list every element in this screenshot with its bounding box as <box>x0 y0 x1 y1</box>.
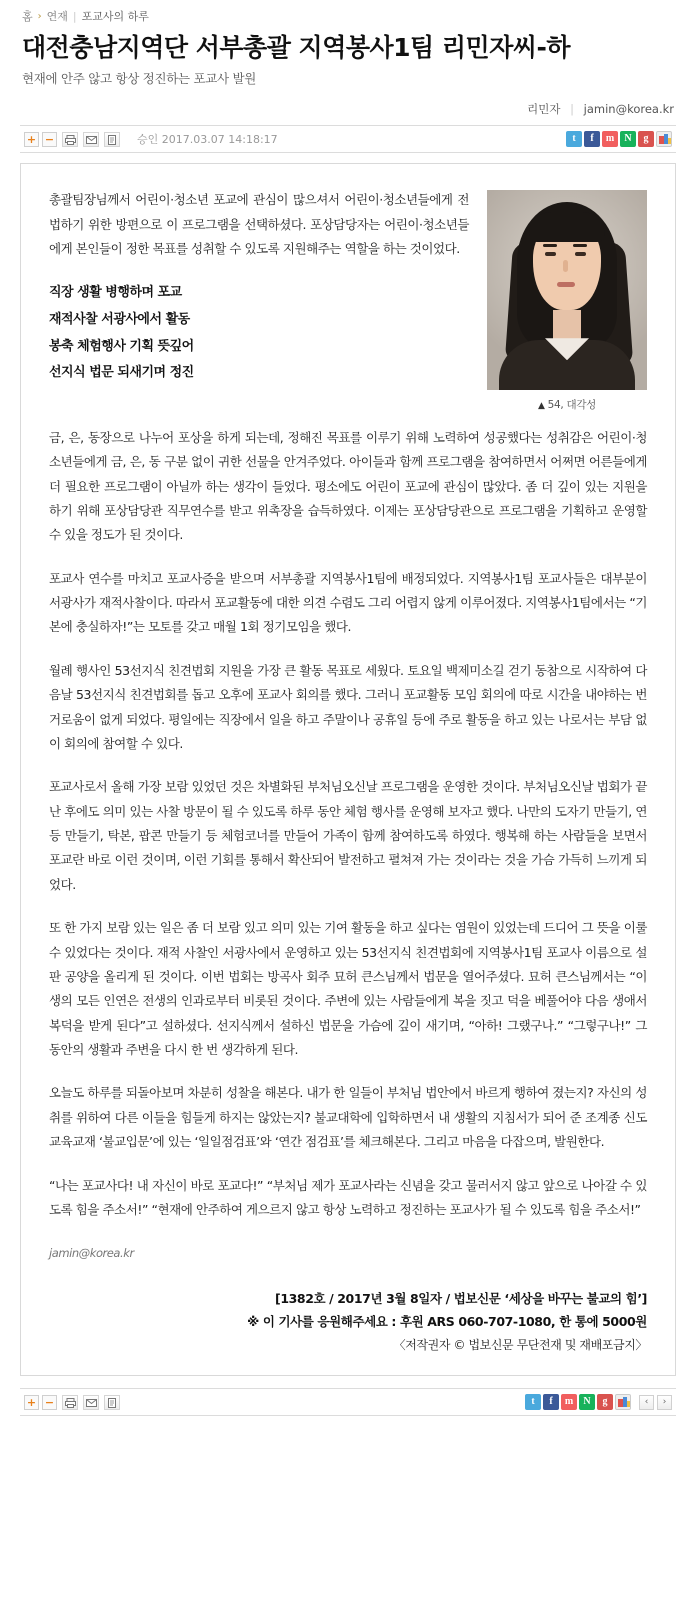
article-body <box>20 163 676 1376</box>
page-subtitle: 현재에 안주 않고 항상 정진하는 포교사 발원 <box>22 71 256 87</box>
pager <box>639 1395 672 1410</box>
approval-status <box>137 131 278 147</box>
share-google-icon[interactable]: g <box>597 1394 613 1410</box>
scrap-icon[interactable] <box>104 1395 120 1410</box>
article-email[interactable]: jamin@korea.kr <box>49 1246 134 1261</box>
byline-divider: | <box>570 102 574 117</box>
print-icon[interactable] <box>62 132 78 147</box>
paragraph: 총괄팀장님께서 어린이·청소년 포교에 관심이 많으셔서 어린이·청소년들에게 전법하기 위한 방편으로 이 프로그램을 선택하셨다. 포상담당자는 어린이·청소년들에게 본인들이 정한 목표를 성취할 수 있도록 지원해주는 역할을 하는 것이었다. <box>49 192 469 256</box>
article-toolbar-bottom <box>20 1388 676 1416</box>
share-twitter-icon[interactable]: t <box>525 1394 541 1410</box>
copyright-notice: 〈저작권자 © 법보신문 무단전재 및 재배포금지〉 <box>393 1338 647 1353</box>
photo-caption <box>487 395 647 416</box>
photo-caption-text: 54, 대각성 <box>547 399 597 412</box>
share-facebook-icon[interactable]: f <box>543 1394 559 1410</box>
font-decrease-button[interactable]: − <box>42 1395 57 1410</box>
chevron-right-icon: › <box>37 10 42 22</box>
font-increase-button[interactable]: + <box>24 1395 39 1410</box>
caption-marker-icon: ▲ <box>537 401 545 412</box>
share-naver-icon[interactable]: N <box>620 131 636 147</box>
share-twitter-icon[interactable]: t <box>566 131 582 147</box>
share-me2day-icon[interactable]: m <box>602 131 618 147</box>
breadcrumb-divider: | <box>72 9 77 23</box>
share-more-icon[interactable] <box>615 1394 631 1410</box>
share-facebook-icon[interactable]: f <box>584 131 600 147</box>
approval-label: 승인 <box>137 133 159 147</box>
share-more-icon[interactable] <box>656 131 672 147</box>
paragraph: 포교사 연수를 마치고 포교사증을 받으며 서부총괄 지역봉사1팀에 배정되었다. 지역봉사1팀 포교사들은 대부분이 서광사가 재적사찰이다. 따라서 포교활동에 대한 의견 수렴도 그리 어렵지 않게 이루어졌다. 지역봉사1팀에서는 “기본에 충실하자!”는 모토를 갖고 매월 1회 정기모임을 했다. <box>49 570 647 635</box>
prev-article-button[interactable]: ‹ <box>639 1395 654 1410</box>
paragraph: 포교사로서 올해 가장 보람 있었던 것은 차별화된 부처님오신날 프로그램을 운영한 것이다. 부처님오신날 법회가 끝난 후에도 의미 있는 사찰 방문이 될 수 있도록 하루 동안 체험 행사를 운영해 보자고 했다. 나만의 도자기 만들기, 연등 만들기, 탁본, 팝콘 만들기 등 체험코너를 만들어 가족이 함께 참여하도록 하였다. 행복해 하는 사람들을 보면서 포교란 바로 이런 것이며, 이런 기회를 통해서 확산되어 발전하고 펼쳐져 가는 것이라는 것을 가슴 가득히 느끼게 되었다. <box>49 779 647 892</box>
font-decrease-button[interactable]: − <box>42 132 57 147</box>
summary-point: 직장 생활 병행하며 포교 <box>49 285 182 301</box>
page-title: 대전충남지역단 서부총괄 지역봉사1팀 리민자씨-하 <box>22 33 571 62</box>
toolbar-left-group-bottom <box>24 1395 120 1410</box>
sns-share-group-bottom <box>525 1394 672 1410</box>
breadcrumb <box>0 0 696 28</box>
font-increase-button[interactable]: + <box>24 132 39 147</box>
summary-point: 선지식 법문 되새기며 정진 <box>49 365 194 381</box>
paragraph: 또 한 가지 보람 있는 일은 좀 더 보람 있고 의미 있는 기여 활동을 하고 싶다는 염원이 있었는데 드디어 그 뜻을 이룰 수 있었다는 것이다. 재적 사찰인 서광사에서 운영하고 있는 53선지식 친견법회에 지역봉사1팀 포교사 이름으로 설판 공양을 올리게 된 것이다. 이번 법회는 방곡사 회주 묘허 큰스님께서 법문을 열어주셨다. 묘허 큰스님께서는 “이생의 모든 인연은 전생의 인과로부터 비롯된 것이다. 주변에 있는 사람들에게 복을 짓고 덕을 베풀어야 다음 생애서 복덕을 받게 된다”고 설하셨다. 선지식께서 설하신 법문을 가슴에 깊이 새기며, “아하! 그랬구나.” “그렇구나!” 그 동안의 생활과 주변을 다시 한 번 생각하게 된다. <box>49 920 647 1058</box>
reporter-email[interactable]: jamin@korea.kr <box>583 102 674 117</box>
paragraph: 오늘도 하루를 되돌아보며 차분히 성찰을 해본다. 내가 한 일들이 부처님 법안에서 바르게 행하여 졌는지? 자신의 성취를 위하여 다른 이들을 힘들게 하지는 않았는지? 불교대학에 입학하면서 내 생활의 지침서가 되어 준 조계종 신도 교육교재 ‘불교입문’에 있는 ‘일일점검표’와 ‘연간 점검표’를 체크해본다. 그리고 마음을 다잡으며, 발원한다. <box>49 1085 647 1150</box>
issue-info: [1382호 / 2017년 3월 8일자 / 법보신문 ‘세상을 바꾸는 불교의 힘’] <box>275 1290 647 1306</box>
share-naver-icon[interactable]: N <box>579 1394 595 1410</box>
paragraph: 금, 은, 동장으로 나누어 포상을 하게 되는데, 정해진 목표를 이루기 위해 노력하여 성공했다는 성취감은 어린이·청소년들에게 금, 은, 동 구분 없이 귀한 선물을 안겨주었다. 아이들과 함께 프로그램을 참여하면서 어쩌면 어른들에게 더 필요한 프로그램이 아닐까 하는 생각이 들었다. 평소에도 어린이 포교에 관심이 많았다. 좀 더 깊이 있는 지원을 하기 위해 포상담당관 직무연수를 받고 위촉장을 습득하였다. 이제는 포상담당관으로 프로그램을 기획하고 운영할 수 있을 정도가 된 것이다. <box>49 429 647 543</box>
article-closing <box>49 1287 647 1357</box>
paragraph: “나는 포교사다! 내 자신이 바로 포교다!” “부처님 제가 포교사라는 신념을 갖고 물러서지 않고 앞으로 나아갈 수 있도록 힘을 주소서!” “현재에 안주하여 게으르지 않고 항상 노력하고 정진하는 포교사가 될 수 있도록 힘을 주소서!” <box>49 1177 647 1217</box>
portrait-illustration <box>487 190 647 390</box>
lead-block <box>49 188 647 426</box>
article-toolbar-top <box>20 125 676 153</box>
share-me2day-icon[interactable]: m <box>561 1394 577 1410</box>
byline <box>0 101 696 125</box>
paragraph: 월례 행사인 53선지식 친견법회 지원을 가장 큰 활동 목표로 세웠다. 토요일 백제미소길 걷기 동참으로 시작하여 다음날 53선지식 친견법회를 돕고 오후에 포교사 회의를 했다. 그러니 포교활동 모임 회의에 따로 시간을 내야하는 번거로움이 없게 되었다. 평일에는 직장에서 일을 하고 주말이나 공휴일 등에 주로 활동을 하고 있는 나로서는 부담 없이 회의에 참여할 수 있다. <box>49 662 647 751</box>
breadcrumb-current: 포교사의 하루 <box>81 10 149 23</box>
article-photo <box>487 190 647 416</box>
approval-timestamp: 2017.03.07 14:18:17 <box>161 133 278 147</box>
summary-point: 봉축 체험행사 기획 뜻깊어 <box>49 338 194 354</box>
print-icon[interactable] <box>62 1395 78 1410</box>
mail-icon[interactable] <box>83 132 99 147</box>
reporter-name: 리민자 <box>527 102 561 117</box>
mail-icon[interactable] <box>83 1395 99 1410</box>
breadcrumb-home[interactable]: 홈 <box>22 10 33 23</box>
breadcrumb-section[interactable]: 연재 <box>46 10 68 23</box>
title-block <box>0 32 696 87</box>
scrap-icon[interactable] <box>104 132 120 147</box>
support-info: ※ 이 기사를 응원해주세요 : 후원 ARS 060-707-1080, 한 통에 5000원 <box>247 1314 647 1330</box>
summary-point: 재적사찰 서광사에서 활동 <box>49 312 190 328</box>
toolbar-left-group <box>24 131 278 147</box>
share-google-icon[interactable]: g <box>638 131 654 147</box>
photo-frame <box>487 190 647 390</box>
next-article-button[interactable]: › <box>657 1395 672 1410</box>
sns-share-group <box>566 131 672 147</box>
